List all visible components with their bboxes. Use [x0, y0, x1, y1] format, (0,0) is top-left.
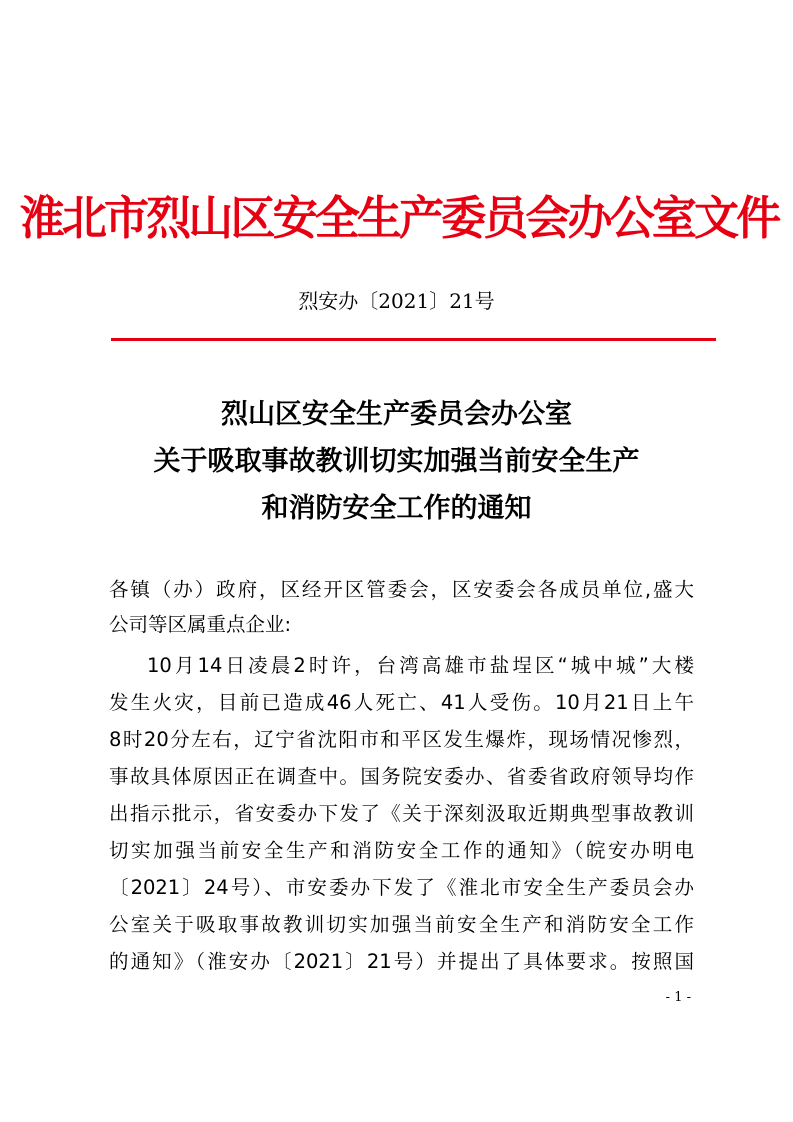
body-line: 的通知》（淮安办〔2021〕21号）并提出了具体要求。按照国: [109, 950, 694, 973]
body-line: 8时20分左右，辽宁省沈阳市和平区发生爆炸，现场情况惨烈，: [109, 728, 694, 751]
document-number: 烈安办〔2021〕21号: [298, 289, 495, 313]
body-line: 发生火灾，目前已造成46人死亡、41人受伤。10月21日上午: [109, 691, 694, 714]
notice-title-line-3: 和消防安全工作的通知: [261, 493, 532, 524]
body-line: 10月14日凌晨2时许，台湾高雄市盐埕区“城中城”大楼: [147, 654, 694, 677]
notice-title-line-1: 烈山区安全生产委员会办公室: [221, 399, 572, 430]
page-number: - 1 -: [665, 990, 691, 1005]
notice-title-line-2: 关于吸取事故教训切实加强当前安全生产: [153, 446, 640, 477]
body-line: 出指示批示，省安委办下发了《关于深刻汲取近期典型事故教训: [109, 802, 694, 825]
body-line: 公室关于吸取事故教训切实加强当前安全生产和消防安全工作: [109, 913, 694, 936]
body-line: 〔2021〕24号）、市安委办下发了《淮北市安全生产委员会办: [109, 876, 694, 899]
red-header-title: 淮北市烈山区安全生产委员会办公室文件: [19, 191, 779, 245]
red-separator-rule: [111, 338, 716, 341]
body-line: 事故具体原因正在调查中。国务院安委办、省委省政府领导均作: [109, 765, 694, 788]
body-line-addressee-2: 公司等区属重点企业:: [109, 613, 292, 636]
body-line: 切实加强当前安全生产和消防安全工作的通知》（皖安办明电: [109, 839, 694, 862]
body-line-addressee-1: 各镇（办）政府，区经开区管委会，区安委会各成员单位,盛大: [109, 578, 694, 601]
